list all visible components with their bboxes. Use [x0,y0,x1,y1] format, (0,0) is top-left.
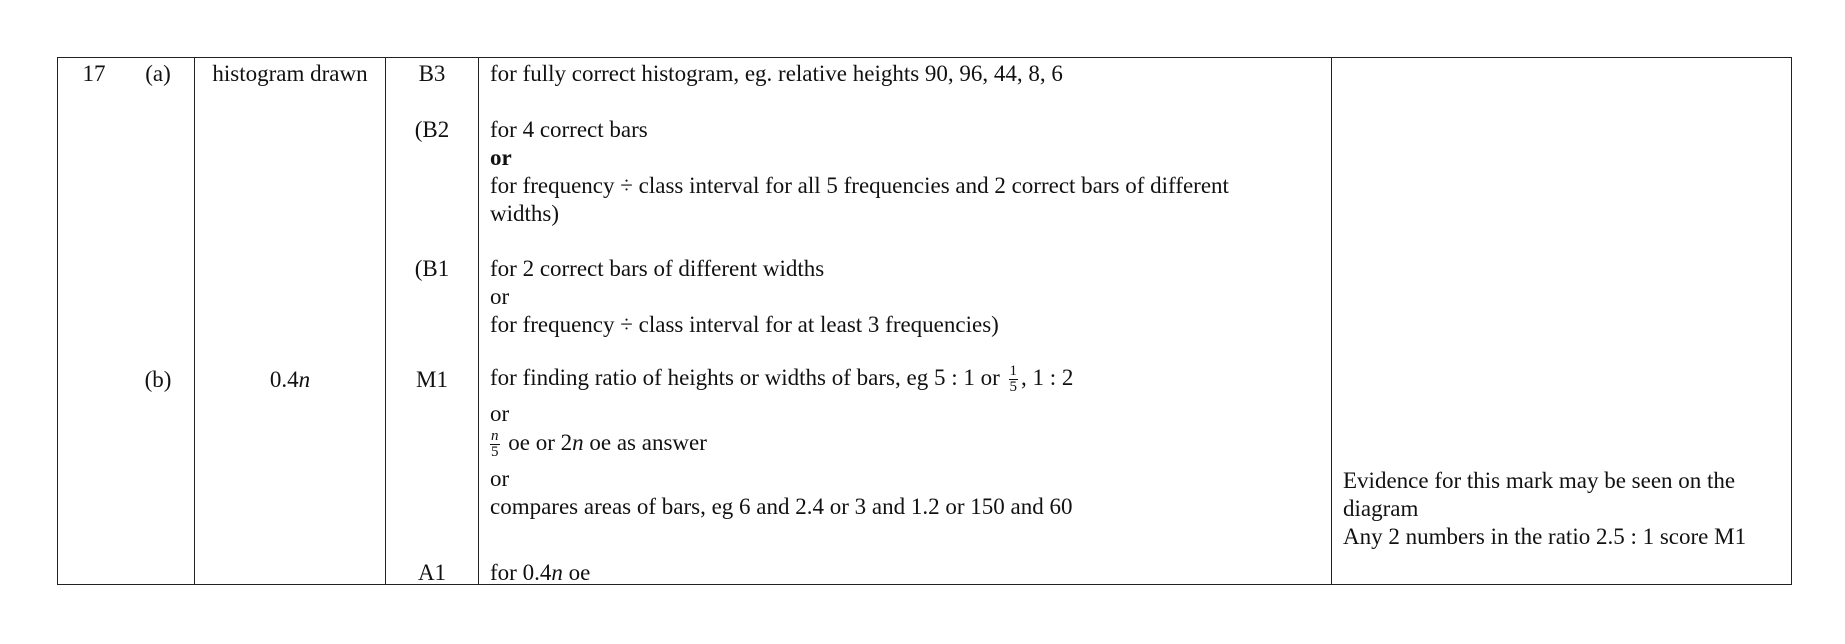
note-line: Evidence for this mark may be seen on the [1343,468,1736,493]
note-line: diagram [1343,496,1419,521]
answer-a: histogram drawn [212,61,368,86]
column-divider [194,58,195,584]
mark-code-b2: (B2 [414,117,450,142]
guidance-m1-ratio-text: for finding ratio of heights or widths of bars, eg 5 : 1 or [490,365,1006,390]
part-label-b: (b) [144,367,172,392]
answer-b-variable: n [298,367,311,392]
guidance-m1-areas: compares areas of bars, eg 6 and 2.4 or 3 and 1.2 or 150 and 60 [490,494,1073,519]
guidance-b2-line: for 4 correct bars [490,117,648,142]
fraction-denominator: 5 [491,444,499,461]
mark-code-b1: (B1 [414,256,450,281]
fraction-one-fifth [1009,364,1019,395]
guidance-m1-or: or [490,401,510,426]
guidance-a1-text: for 0.4 [490,560,552,585]
fraction-numerator: 1 [1009,363,1017,380]
mark-scheme-table [57,57,1792,585]
column-divider [478,58,479,584]
column-divider [385,58,386,584]
column-divider [1331,58,1332,584]
guidance-b2-or: or [490,145,512,170]
guidance-b2-line: widths) [490,201,559,226]
guidance-m1-answer-text: oe or 2 [502,430,573,455]
fraction-n-over-5 [490,429,500,460]
answer-b-prefix: 0.4 [269,367,299,392]
guidance-a1 [490,559,590,587]
guidance-a1-tail: oe [562,560,591,585]
guidance-b1-or: or [490,284,510,309]
guidance-m1-or: or [490,466,510,491]
guidance-b3: for fully correct histogram, eg. relative heights 90, 96, 44, 8, 6 [490,61,1063,86]
fraction-numerator: n [491,428,499,445]
guidance-m1-answer-var: n [572,430,584,455]
part-label-a: (a) [145,61,171,86]
guidance-m1-ratio-tail: , 1 : 2 [1021,365,1074,390]
mark-code-m1: M1 [416,367,448,392]
guidance-b1-line: for frequency ÷ class interval for at least 3 frequencies) [490,312,999,337]
guidance-m1-answer [490,429,707,460]
fraction-denominator: 5 [1009,379,1017,396]
guidance-m1-answer-tail: oe as answer [583,430,707,455]
guidance-b1-line: for 2 correct bars of different widths [490,256,825,281]
mark-code-b3: B3 [418,61,446,86]
mark-code-a1: A1 [417,560,447,585]
guidance-m1-ratio [490,364,1073,395]
guidance-b2-line: for frequency ÷ class interval for all 5 frequencies and 2 correct bars of different [490,173,1229,198]
guidance-a1-var: n [551,560,563,585]
question-number: 17 [82,61,106,86]
note-line: Any 2 numbers in the ratio 2.5 : 1 score M1 [1343,524,1747,549]
answer-b [270,366,310,394]
